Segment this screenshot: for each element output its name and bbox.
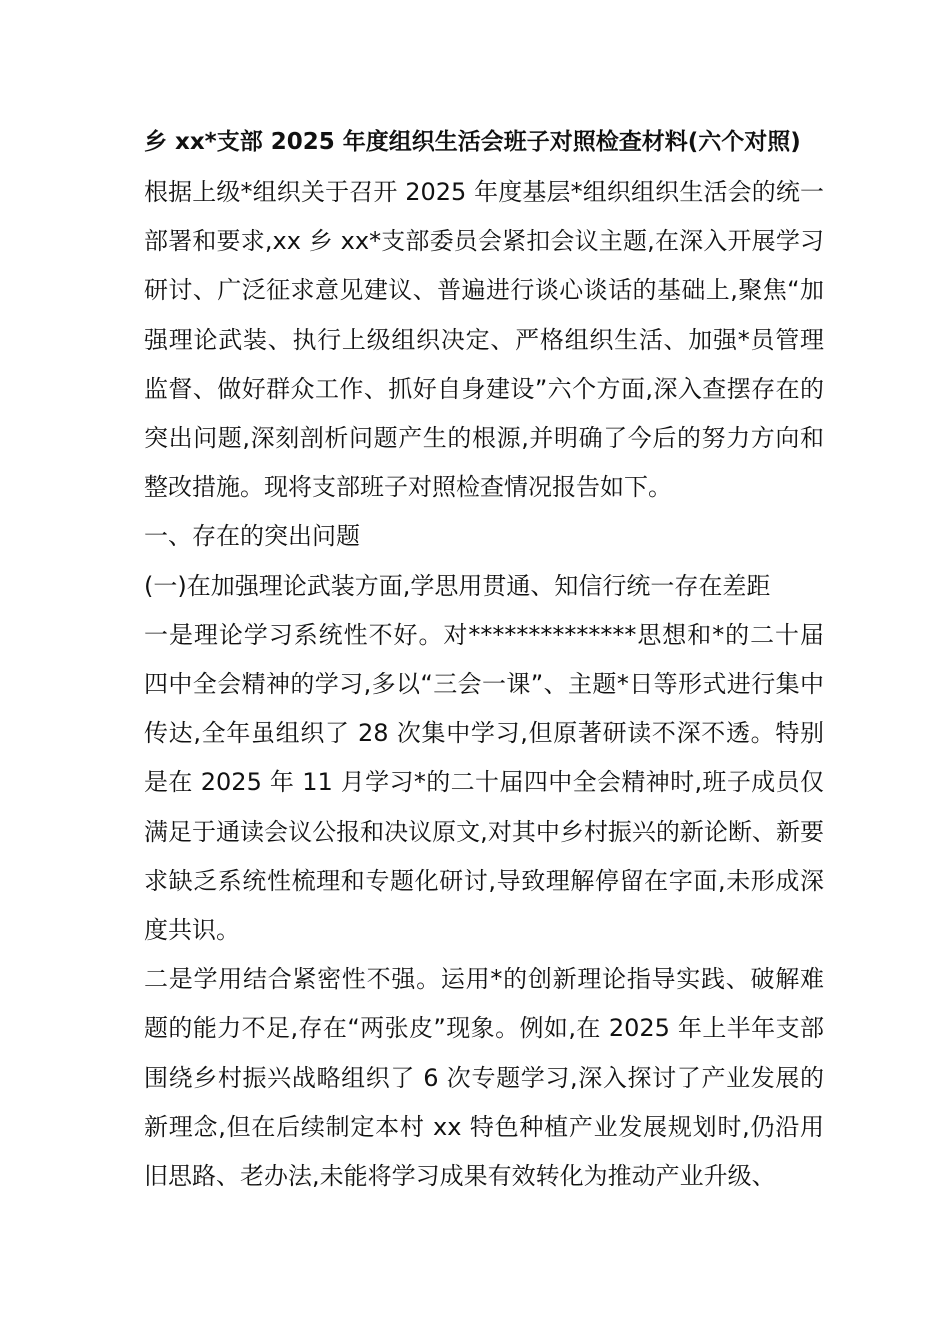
document-title: 乡 xx*支部 2025 年度组织生活会班子对照检查材料(六个对照)	[144, 129, 801, 155]
subsection-heading: (一)在加强理论武装方面,学思用贯通、知信行统一存在差距	[144, 571, 771, 600]
point-one-paragraph: 一是理论学习系统性不好。对**************思想和*的二十届四中全会精神的学习,多以“三会一课”、主题*日等形式进行集中传达,全年虽组织了 28 次集中学习,但原著研读不深不透。特别是在 2025 年 11 月学习*的二十届四中全会精神时,班子成员仅满足于通读会议公报和决议原文,对其中乡村振兴的新论断、新要求缺乏系统性梳理和专题化研讨,导致理解停留在字面,未形成深度共识。	[144, 620, 824, 945]
point-two-paragraph: 二是学用结合紧密性不强。运用*的创新理论指导实践、破解难题的能力不足,存在“两张皮”现象。例如,在 2025 年上半年支部围绕乡村振兴战略组织了 6 次专题学习,深入探讨了产业发展的新理念,但在后续制定本村 xx 特色种植产业发展规划时,仍沿用旧思路、老办法,未能将学习成果有效转化为推动产业升级、	[144, 965, 824, 1191]
section-heading: 一、存在的突出问题	[144, 522, 360, 551]
intro-paragraph: 根据上级*组织关于召开 2025 年度基层*组织组织生活会的统一部署和要求,xx 乡 xx*支部委员会紧扣会议主题,在深入开展学习研讨、广泛征求意见建议、普遍进行谈心谈话的基础上,聚焦“加强理论武装、执行上级组织决定、严格组织生活、加强*员管理监督、做好群众工作、抓好自身建设”六个方面,深入查摆存在的突出问题,深刻剖析问题产生的根源,并明确了今后的努力方向和整改措施。现将支部班子对照检查情况报告如下。	[144, 178, 824, 502]
document-body	[144, 116, 824, 1201]
